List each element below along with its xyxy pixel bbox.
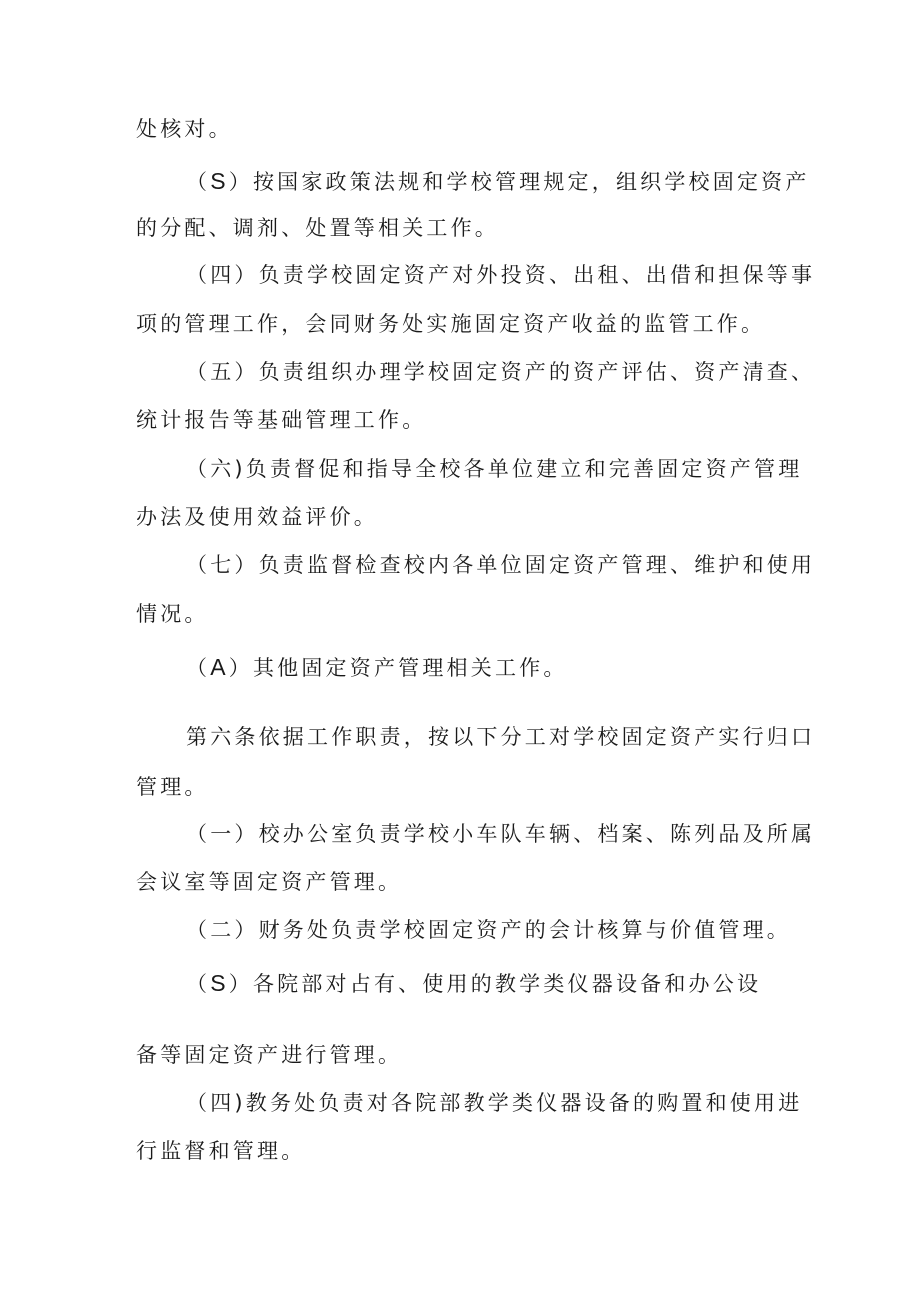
- line-text: 处核对。: [136, 117, 233, 141]
- text-line: [0, 1038, 920, 1072]
- line-text: ）按国家政策法规和学校管理规定，组织学校固定资产: [228, 170, 810, 194]
- list-item-line: [0, 1086, 920, 1120]
- text-line: [0, 211, 920, 245]
- line-text: 备等固定资产进行管理。: [136, 1043, 403, 1067]
- line-text: （一）校办公室负责学校小车队车辆、档案、陈列品及所属: [186, 822, 816, 846]
- line-text: 的分配、调剂、处置等相关工作。: [136, 216, 499, 240]
- text-line: [0, 865, 920, 899]
- list-item-line: [0, 650, 920, 684]
- list-item-line: [0, 548, 920, 582]
- item-open-paren: （: [186, 170, 211, 194]
- list-item-line: [0, 164, 920, 198]
- list-item-line: [0, 355, 920, 389]
- line-text: 办法及使用效益评价。: [136, 505, 378, 529]
- line-text: 管理。: [136, 775, 209, 799]
- list-item-line: [0, 258, 920, 292]
- line-text: 情况。: [136, 602, 209, 626]
- text-line: [0, 403, 920, 437]
- line-text: （七）负责监督检查校内各单位固定资产管理、维护和使用: [186, 553, 816, 577]
- line-text: （四)教务处负责对各院部教学类仪器设备的购置和使用进: [186, 1091, 803, 1115]
- list-item-line: [0, 817, 920, 851]
- article-heading-line: [0, 720, 920, 754]
- line-text: ）各院部对占有、使用的教学类仪器设备和办公设: [228, 972, 762, 996]
- text-line: [0, 597, 920, 631]
- item-number: S: [210, 970, 229, 996]
- line-text: （五）负责组织办理学校固定资产的资产评估、资产清查、: [186, 360, 816, 384]
- item-number: S: [210, 168, 229, 194]
- line-text: （六)负责督促和指导全校各单位建立和完善固定资产管理: [186, 457, 803, 481]
- line-text: （四）负责学校固定资产对外投资、出租、出借和担保等事: [186, 263, 816, 287]
- line-text: 行监督和管理。: [136, 1139, 306, 1163]
- line-text: 第六条依据工作职责，按以下分工对学校固定资产实行归口: [186, 725, 816, 749]
- text-line: [0, 1134, 920, 1168]
- line-text: （二）财务处负责学校固定资产的会计核算与价值管理。: [186, 918, 791, 942]
- line-text: 会议室等固定资产管理。: [136, 870, 403, 894]
- item-open-paren: （: [186, 972, 211, 996]
- line-text: 统计报告等基础管理工作。: [136, 408, 427, 432]
- list-item-line: [0, 913, 920, 947]
- list-item-line: [0, 966, 920, 1000]
- line-text: ）其他固定资产管理相关工作。: [228, 656, 568, 680]
- line-text: 项的管理工作，会同财务处实施固定资产收益的监管工作。: [136, 312, 766, 336]
- text-line: [0, 770, 920, 804]
- item-open-paren: （: [186, 656, 211, 680]
- item-number: A: [210, 654, 229, 680]
- text-line: [0, 112, 920, 146]
- text-line: [0, 500, 920, 534]
- text-line: [0, 307, 920, 341]
- list-item-line: [0, 452, 920, 486]
